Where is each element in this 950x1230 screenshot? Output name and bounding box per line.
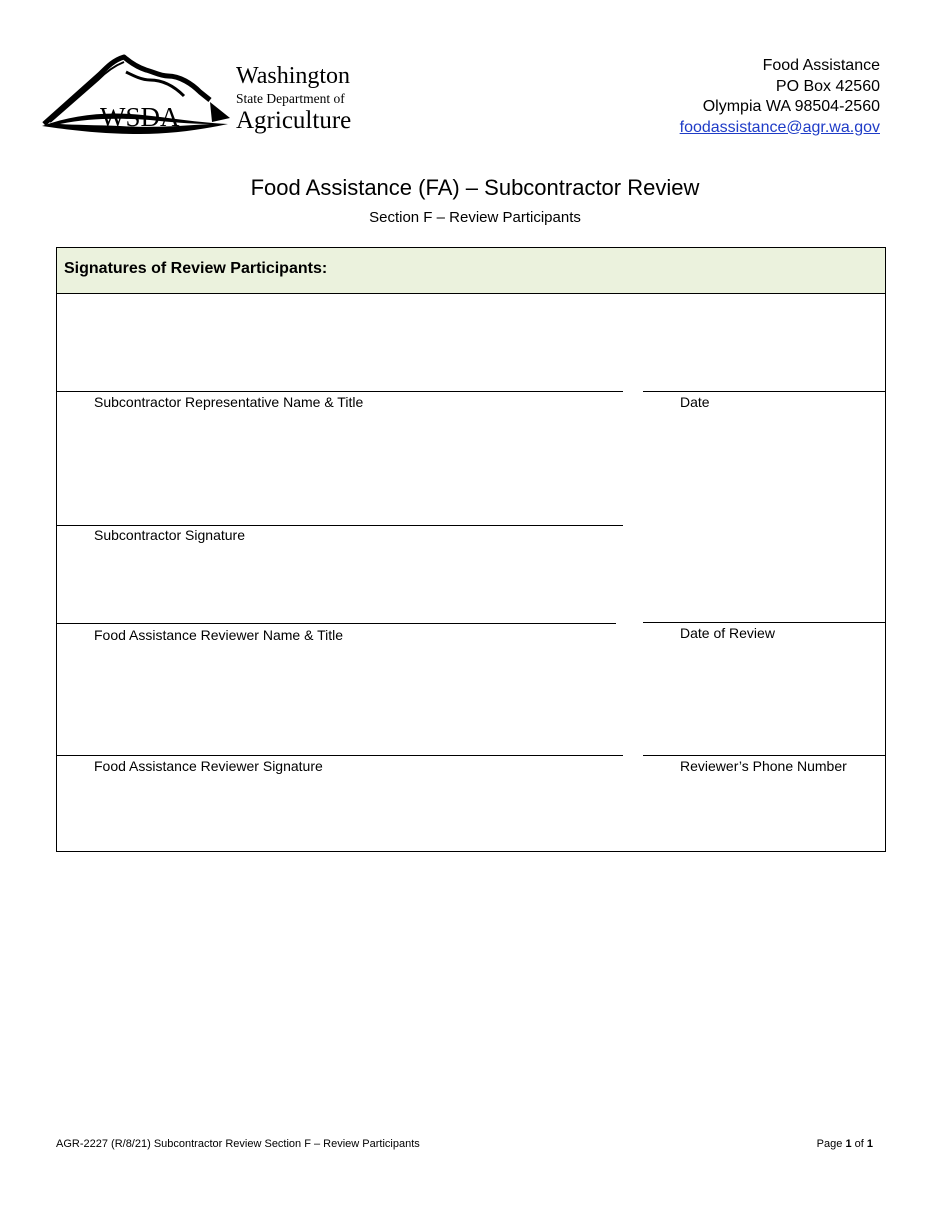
- reviewer-phone-label: Reviewer’s Phone Number: [680, 758, 847, 774]
- address-city: Olympia WA 98504-2560: [702, 98, 880, 115]
- date-label: Date: [680, 394, 710, 410]
- logo-wordmark: [236, 64, 366, 133]
- address-block: [680, 56, 880, 138]
- signatures-header: [57, 248, 885, 294]
- page-number: [817, 1138, 873, 1150]
- form-identifier: AGR-2227 (R/8/21) Subcontractor Review Section F – Review Participants: [56, 1138, 420, 1150]
- email-link[interactable]: foodassistance@agr.wa.gov: [679, 118, 880, 136]
- document-title: Food Assistance (FA) – Subcontractor Review: [250, 175, 700, 200]
- logo-line-agriculture: Agriculture: [236, 106, 352, 134]
- page-of: of: [854, 1138, 864, 1150]
- reviewer-phone-line[interactable]: [643, 755, 886, 756]
- document-subtitle: Section F – Review Participants: [369, 209, 581, 226]
- reviewer-name-title-label: Food Assistance Reviewer Name & Title: [94, 627, 343, 643]
- wsda-logo: [40, 52, 360, 142]
- address-po-box: PO Box 42560: [775, 77, 880, 95]
- reviewer-signature-label: Food Assistance Reviewer Signature: [94, 758, 323, 774]
- address-org: Food Assistance: [762, 57, 880, 74]
- date-line[interactable]: [643, 391, 886, 392]
- date-of-review-line[interactable]: [643, 622, 886, 623]
- sub-signature-label: Subcontractor Signature: [94, 527, 245, 543]
- reviewer-signature-line[interactable]: [57, 755, 623, 756]
- logo-line-state-department: State Department of: [236, 91, 345, 106]
- signatures-heading: Signatures of Review Participants:: [64, 260, 328, 277]
- reviewer-name-title-line[interactable]: [57, 623, 616, 624]
- rep-name-title-line[interactable]: [57, 391, 623, 392]
- logo-line-washington: Washington: [236, 63, 351, 89]
- sub-signature-line[interactable]: [57, 525, 623, 526]
- rep-name-title-label: Subcontractor Representative Name & Title: [94, 394, 364, 410]
- page-word: Page: [816, 1138, 843, 1150]
- wsda-mountain-emblem: [40, 52, 235, 142]
- page-current: 1: [845, 1138, 852, 1150]
- date-of-review-label: Date of Review: [680, 625, 775, 641]
- signatures-section: [56, 247, 886, 852]
- page-total: 1: [866, 1138, 873, 1150]
- wsda-abbrev: WSDA: [100, 102, 180, 132]
